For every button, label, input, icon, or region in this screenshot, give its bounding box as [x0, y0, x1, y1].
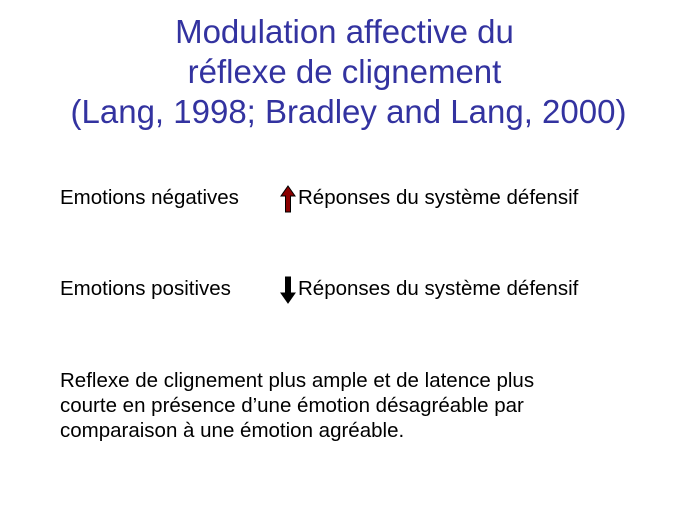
negative-emotions-response: Réponses du système défensif — [298, 186, 579, 209]
negative-emotions-label: Emotions négatives — [60, 186, 239, 209]
paragraph-line-2: courte en présence d’une émotion désagréable par — [60, 394, 524, 417]
positive-emotions-label: Emotions positives — [60, 277, 231, 300]
paragraph-line-1: Reflexe de clignement plus ample et de latence plus — [60, 369, 535, 392]
slide-title — [0, 12, 689, 132]
title-line-2: réflexe de clignement — [187, 53, 502, 90]
positive-emotions-row — [60, 274, 660, 304]
down-arrow-icon — [280, 276, 296, 304]
title-line-3-citation: (Lang, 1998; Bradley and Lang, 2000) — [70, 93, 627, 130]
paragraph-line-3: comparaison à une émotion agréable. — [60, 419, 405, 442]
blink-reflex-paragraph — [60, 368, 660, 443]
negative-emotions-row — [60, 183, 660, 213]
up-arrow-icon — [280, 185, 296, 213]
title-line-1: Modulation affective du — [175, 13, 514, 50]
positive-emotions-response: Réponses du système défensif — [298, 277, 579, 300]
